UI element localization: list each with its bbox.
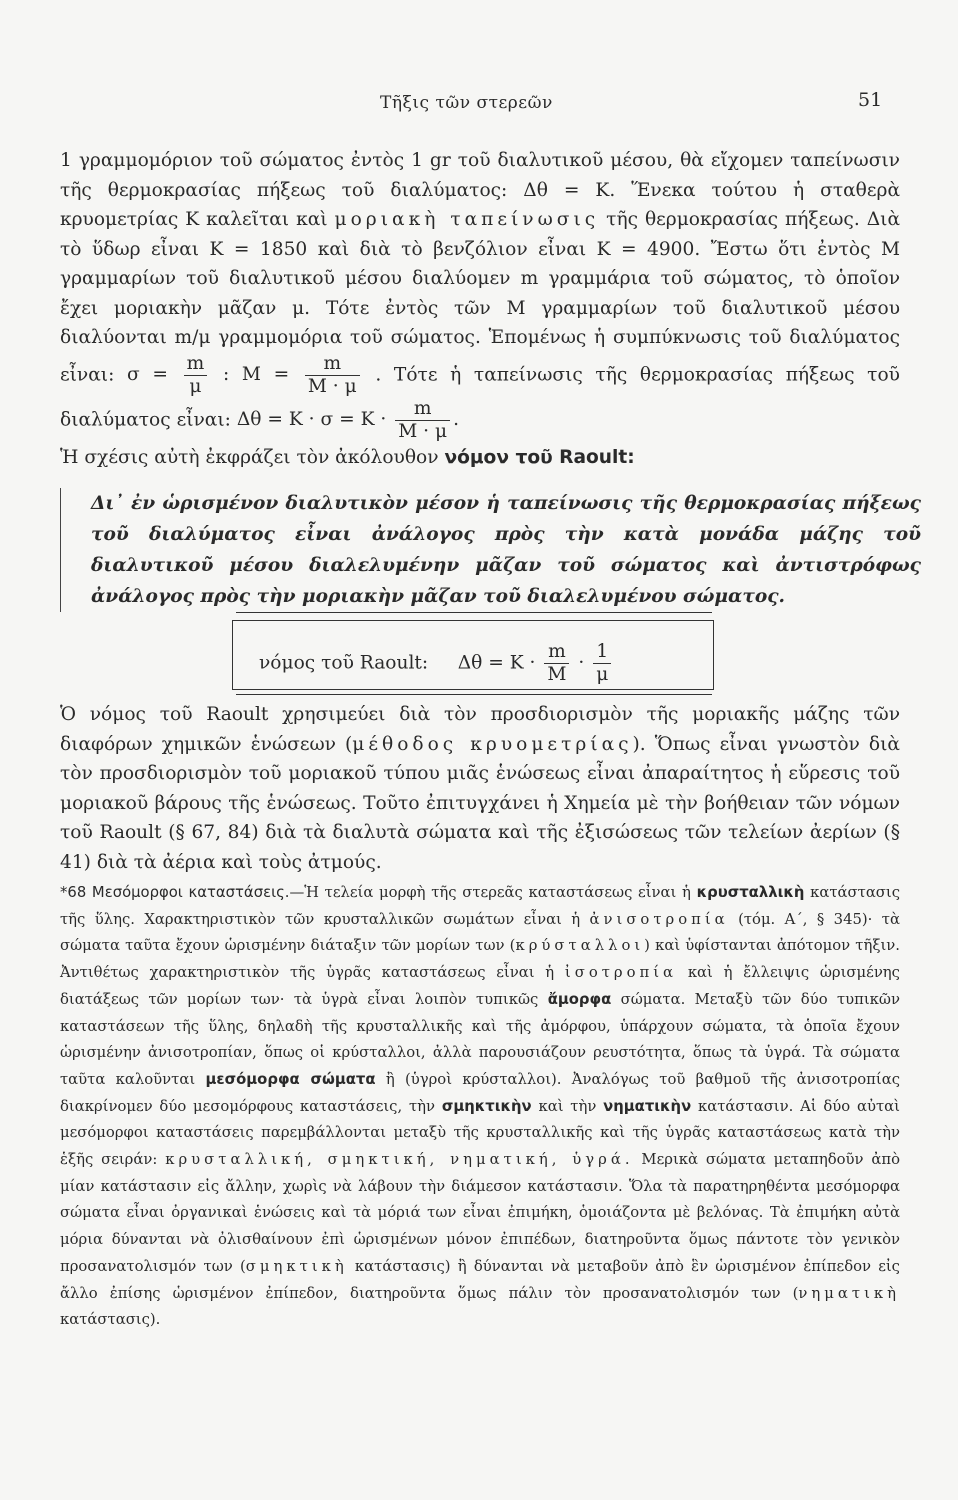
- text-run: καὶ τὴν: [538, 1097, 597, 1115]
- bold-term: κρυσταλλικὴ: [696, 884, 805, 901]
- fraction-numerator: m: [544, 641, 569, 664]
- text-run: κατάστασις).: [60, 1311, 161, 1329]
- fraction-numerator: m: [305, 353, 360, 376]
- formula: [259, 641, 614, 686]
- fraction: [395, 398, 450, 443]
- divider: [236, 612, 712, 613]
- text-run: Ὁ νόμος τοῦ Raoult χρησιμεύει διὰ τὸν προσδιορισμὸν τῆς μοριακῆς μάζης τῶν διαφόρων χημικῶν ἑνώσεων (: [60, 704, 900, 755]
- fraction-numerator: 1: [593, 641, 611, 664]
- equation-depression: Δθ = Κ · σ = Κ · $\frac{m}{M \cdot \mu}$ .: [236, 397, 459, 442]
- formula-dot: ·: [578, 652, 585, 674]
- spaced-term: νηματικὴ: [798, 1284, 900, 1302]
- text-run: κατάστασις) ἢ δύνανται νὰ μεταβοῦν ἀπὸ ἓν ὡρισμένον ἐπίπεδον εἰς ἄλλο ἐπίσης ὡρισμένον ἐπίπεδον, διατηροῦντα ὅμως πάλιν τὸν προσανατολισμόν των (: [60, 1257, 900, 1302]
- text-run: τῆς θερμοκρασίας πήξεως. Διὰ τὸ ὕδωρ εἶναι Κ = 1850 καὶ διὰ τὸ βενζόλιον εἶναι Κ = 4900. Ἔστω ὅτι ἐντὸς Μ γραμμαρίων τοῦ διαλυτικοῦ μέσου διαλύομεν m γραμμάρια τοῦ σώματος, τὸ ὁποῖον ἔχει μοριακὴν μᾶζαν μ. Τότε ἐντὸς τῶν Μ γραμμαρίων τοῦ διαλυτικοῦ μέσου διαλύονται m/μ γραμμομόρια τοῦ σώματος. Ἑπομένως ἡ συμπύκνωσις τοῦ διαλύματος εἶναι:: [60, 209, 901, 385]
- section-heading: *68 Μεσόμορφοι καταστάσεις.: [60, 884, 290, 901]
- spaced-term: κρυσταλλική, σμηκτική, νηματική, ὑγρά.: [165, 1151, 634, 1169]
- text-run: . Τότε ἡ ταπείνωσις τῆς θερμοκρασίας πήξεως τοῦ διαλύματος εἶναι:: [60, 364, 900, 430]
- text-run: ). Ὅπως εἶναι γνωστὸν διὰ τὸν προσδιορισμὸν τοῦ μοριακοῦ τύπου μιᾶς ἑνώσεως εἶναι ἀπαραίτητος ἡ εὕρεσις τοῦ μοριακοῦ βάρους τῆς ἑνώσεως. Τοῦτο ἐπιτυγχάνει ἡ Χημεία μὲ τὴν βοήθειαν τῶν νόμων τοῦ Raoult (§ 67, 84) διὰ τὰ διαλυτὰ σώματα καὶ τῆς ἐξισώσεως τῶν τελείων ἀερίων (§ 41) διὰ τὰ ἀέρια καὶ τοὺς ἀτμούς.: [60, 733, 900, 873]
- fraction-denominator: M: [547, 664, 567, 685]
- divider: [236, 694, 712, 695]
- paragraph-freezing-point: [60, 146, 900, 472]
- text-run: ἢ (ὑγροὶ κρύσταλλοι). Ἀναλόγως τοῦ βαθμοῦ τῆς ἀνισοτροπίας διακρίνομεν δύο μεσομόρφους καταστάσεις, τὴν: [60, 1070, 900, 1115]
- spaced-term: κρύσταλλοι: [515, 937, 645, 955]
- bold-term: ἄμορφα: [547, 990, 612, 1008]
- spaced-term: σμηκτικὴ: [245, 1257, 348, 1275]
- fraction: [305, 353, 360, 398]
- law-name: νόμον τοῦ Raoult:: [444, 446, 635, 468]
- fraction: [544, 641, 569, 686]
- text-run: (τόμ. Α΄, § 345)· τὰ σώματα ταῦτα ἔχουν ὡρισμένην διάταξιν τῶν μορίων των (: [60, 910, 900, 955]
- formula-label: νόμος τοῦ Raoult:: [259, 652, 429, 674]
- fraction-numerator: m: [395, 398, 450, 421]
- spaced-term: μοριακὴ ταπείνωσις: [334, 209, 600, 230]
- page-number: 51: [858, 89, 883, 111]
- text-run: κατάστασιν. Αἱ δύο αὐταὶ μεσόμορφοι καταστάσεις παρεμβάλλονται μεταξὺ τῆς κρυσταλλικῆς καὶ τῆς ὑγρᾶς καταστάσεως κατὰ τὴν ἑξῆς σειράν:: [60, 1097, 900, 1169]
- text-run: κατάστασις τῆς ὕλης. Χαρακτηριστικὸν τῶν κρυσταλλικῶν σωμάτων εἶναι ἡ: [60, 884, 900, 928]
- text-run: ) καὶ ὑφίστανται ἀπότομον τῆξιν. Ἀντιθέτως χαρακτηριστικὸν τῆς ὑγρᾶς καταστάσεως εἶναι ἡ: [60, 937, 901, 982]
- page-header: [0, 89, 958, 123]
- running-title: Τῆξις τῶν στερεῶν: [380, 93, 553, 113]
- spaced-term: ἰσοτροπία: [564, 964, 678, 982]
- text-run: Μερικὰ σώματα μεταπηδοῦν ἀπὸ μίαν κατάστασιν εἰς ἄλλην, χωρὶς νὰ λάβουν τὴν διάμεσον κατάστασιν. Ὅλα τὰ παρατηρηθέντα μεσόμορφα σώματα εἶναι ὀργανικαὶ ἑνώσεις καὶ τὰ μόριά των εἶναι ἐπιμήκη, ὁμοιάζοντα μὲ βελόνας. Τὰ ἐπιμήκη αὐτὰ μόρια δύνανται νὰ ὀλισθαίνουν ἐπὶ ὡρισμένων μόνον ἐπιπέδων, διατηροῦντα ὅμως πάντοτε τὸν γενικὸν προσανατολισμόν των (: [60, 1151, 900, 1275]
- bold-term: μεσόμορφα σώματα: [205, 1070, 376, 1088]
- text-run: Ἡ σχέσις αὐτὴ ἐκφράζει τὸν ἀκόλουθον: [60, 446, 439, 468]
- section-68: [60, 880, 900, 1334]
- fraction-denominator: μ: [596, 664, 609, 685]
- text-run: —Ἡ τελεία μορφὴ τῆς στερεᾶς καταστάσεως εἶναι ἡ: [289, 884, 691, 901]
- bold-term: νηματικὴν: [603, 1097, 692, 1115]
- spaced-term: ἀνισοτροπία: [589, 910, 729, 928]
- formula-box: [232, 620, 714, 690]
- fraction: [593, 641, 611, 686]
- fraction-numerator: m: [184, 353, 208, 376]
- fraction-denominator: μ: [189, 375, 202, 397]
- fraction-denominator: M · μ: [398, 420, 448, 442]
- bold-term: σμηκτικὴν: [441, 1097, 532, 1115]
- formula-lhs: Δθ = K ·: [457, 652, 536, 674]
- eq-lhs: σ =: [127, 364, 168, 385]
- spaced-term: μέθοδος κρυομετρίας: [352, 733, 633, 755]
- eq-lhs: Δθ = Κ · σ = Κ ·: [236, 409, 387, 430]
- raoult-law-statement: Δι᾿ ἐν ὡρισμένον διαλυτικὸν μέσον ἡ ταπείνωσις τῆς θερμοκρασίας πήξεως τοῦ διαλύματος εἶναι ἀνάλογος πρὸς τὴν κατὰ μονάδα μάζης τοῦ διαλυτικοῦ μέσου διαλελυμένην μᾶζαν τοῦ σώματος καὶ ἀντιστρόφως ἀνάλογος πρὸς τὴν μοριακὴν μᾶζαν τοῦ διαλελυμένου σώματος.: [60, 488, 921, 612]
- eq-mid: : M =: [222, 364, 290, 385]
- text-run: 1 γραμμομόριον τοῦ σώματος ἐντὸς 1 gr τοῦ διαλυτικοῦ μέσου, θὰ εἴχομεν ταπείνωσιν τῆς θερμοκρασίας πήξεως τοῦ διαλύματος: Δθ = Κ. Ἕνεκα τούτου ἡ σταθερὰ κρυομετρίας Κ καλεῖται καὶ: [60, 150, 900, 230]
- fraction: [184, 353, 208, 398]
- fraction-denominator: M · μ: [307, 375, 357, 397]
- text-run: καὶ ἡ ἔλλειψις ὡρισμένης διατάξεως τῶν μορίων των· τὰ ὑγρὰ εἶναι λοιπὸν τυπικῶς: [60, 964, 900, 1008]
- paragraph-cryometry: [60, 700, 900, 877]
- text-run: σώματα. Μεταξὺ τῶν δύο τυπικῶν καταστάσεων τῆς ὕλης, δηλαδὴ τῆς κρυσταλλικῆς καὶ τῆς ἀμόρφου, ὑπάρχουν σώματα, τὰ ὁποῖα ἔχουν ὡρισμένην ἀνισοτροπίαν, ὅπως οἱ κρύσταλλοι, ἀλλὰ παρουσιάζουν ρευστότητα, ὅπως τὰ ὑγρά. Τὰ σώματα ταῦτα καλοῦνται: [60, 990, 900, 1088]
